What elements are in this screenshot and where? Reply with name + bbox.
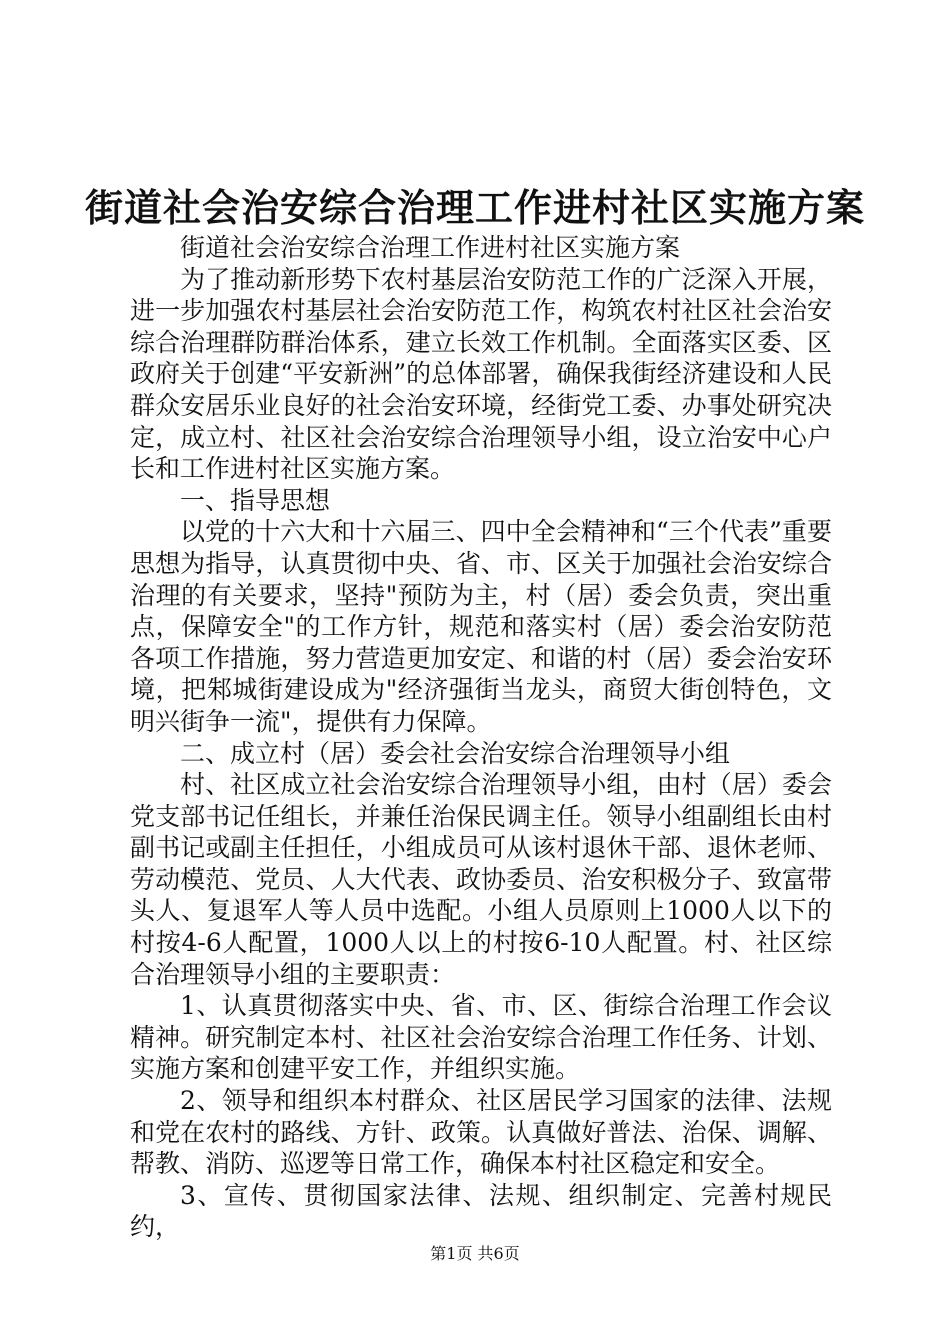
guiding-ideology-paragraph: 以党的十六大和十六届三、四中全会精神和“三个代表”重要思想为指导，认真贯彻中央、省、市、区关于加强社会治安综合治理的有关要求，坚持"预防为主，村（居）委会负责，突出重点，保障安全"的工作方针，规范和落实村（居）委会治安防范各项工作措施，努力营造更加安定、和谐的村（居）委会治安环境，把邾城街建设成为"经济强街当龙头，商贸大街创特色，文明兴街争一流"，提供有力保障。 [130, 517, 832, 736]
intro-paragraph: 为了推动新形势下农村基层治安防范工作的广泛深入开展，进一步加强农村基层社会治安防范工作，构筑农村社区社会治安综合治理群防群治体系，建立长效工作机制。全面落实区委、区政府关于创建“平安新洲”的总体部署，确保我街经济建设和人民群众安居乐业良好的社会治安环境，经街党工委、办事处研究决定，成立村、社区社会治安综合治理领导小组，设立治安中心户长和工作进村社区实施方案。 [130, 264, 832, 484]
leadership-group-paragraph: 村、社区成立社会治安综合治理领导小组，由村（居）委会党支部书记任组长，并兼任治保民调主任。领导小组副组长由村副书记或副主任担任，小组成员可从该村退休干部、退休老师、劳动模范、党员、人大代表、政协委员、治安积极分子、致富带头人、复退军人等人员中选配。小组人员原则上1000人以下的村按4-6人配置，1000人以上的村按6-10人配置。村、社区综合治理领导小组的主要职责： [130, 770, 832, 989]
duty-item-2: 2、领导和组织本村群众、社区居民学习国家的法律、法规和党在农村的路线、方针、政策。认真做好普法、治保、调解、帮教、消防、巡逻等日常工作，确保本村社区稳定和安全。 [130, 1086, 832, 1179]
subtitle-paragraph: 街道社会治安综合治理工作进村社区实施方案 [180, 233, 681, 262]
page-footer: 第1页 共6页 [430, 1244, 520, 1263]
duty-item-1: 1、认真贯彻落实中央、省、市、区、街综合治理工作会议精神。研究制定本村、社区社会治安综合治理工作任务、计划、实施方案和创建平安工作，并组织实施。 [130, 991, 832, 1084]
section-heading-leadership-group: 二、成立村（居）委会社会治安综合治理领导小组 [180, 738, 731, 768]
document-title: 街道社会治安综合治理工作进村社区实施方案 [84, 185, 865, 230]
section-heading-guiding-ideology: 一、指导思想 [180, 485, 331, 515]
document-body [130, 232, 832, 1243]
duty-item-3: 3、宣传、贯彻国家法律、法规、组织制定、完善村规民约， [130, 1180, 832, 1242]
